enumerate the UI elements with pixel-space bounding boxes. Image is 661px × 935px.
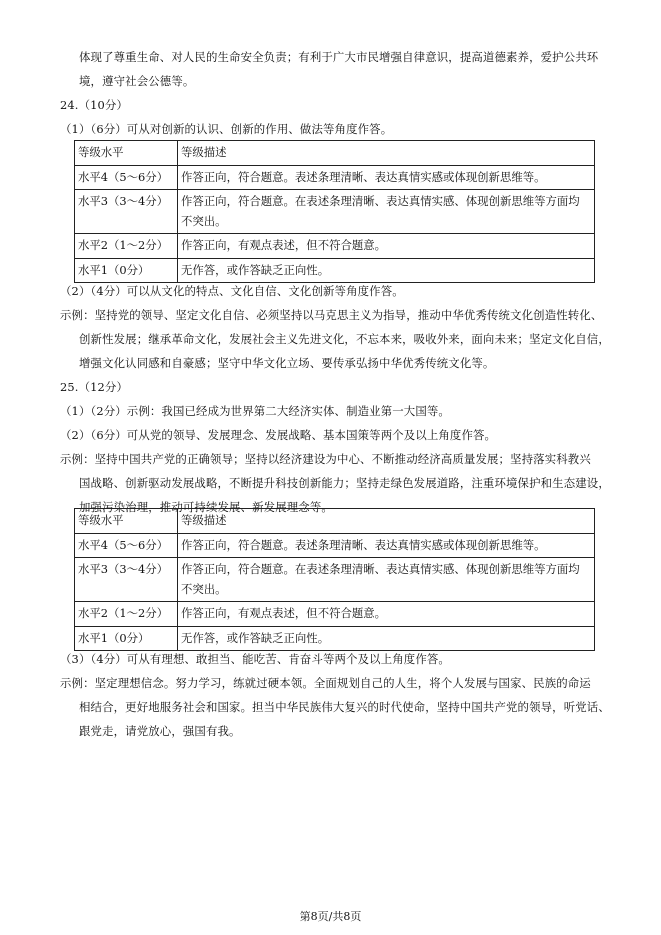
page-number-footer: 第8页/共8页 — [299, 910, 362, 923]
level-cell: 水平3（3～4分） — [75, 558, 178, 602]
table-header-level: 等级水平 — [75, 141, 178, 166]
description-cell: 作答正向，符合题意。表述条理清晰、表达真情实感或体现创新思维等。 — [178, 165, 595, 190]
description-cell: 作答正向，符合题意。在表述条理清晰、表达真情实感、体现创新思维等方面均不突出。 — [178, 190, 595, 234]
question-25-part-3: （3）（4分）可从有理想、敢担当、能吃苦、肯奋斗等两个及以上角度作答。 — [60, 652, 450, 666]
table-header-description: 等级描述 — [178, 509, 595, 534]
intro-line-1: 体现了尊重生命、对人民的生命安全负责；有利于广大市民增强自律意识，提高道德素养，爱护公共环 — [79, 50, 599, 64]
question-24-part-1: （1）（6分）可从对创新的认识、创新的作用、做法等角度作答。 — [60, 122, 393, 136]
question-25-example3-line-2: 相结合，更好地服务社会和国家。担当中华民族伟大复兴的时代使命，坚持中国共产党的领导，听党话、 — [79, 700, 610, 714]
table-header-level: 等级水平 — [75, 509, 178, 534]
level-cell: 水平2（1～2分） — [75, 234, 178, 259]
description-cell: 作答正向，有观点表述，但不符合题意。 — [178, 234, 595, 259]
question-25-example-line-2: 国战略、创新驱动发展战略，不断提升科技创新能力；坚持走绿色发展道路，注重环境保护和生态建设， — [79, 476, 610, 490]
intro-line-2: 境，遵守社会公德等。 — [79, 74, 195, 88]
question-25-example3-line-1: 示例：坚定理想信念。努力学习，练就过硬本领。全面规划自己的人生，将个人发展与国家、民族的命运 — [60, 676, 591, 690]
table-header-row — [75, 509, 595, 534]
level-cell: 水平3（3～4分） — [75, 190, 178, 234]
question-24-example-line-3: 增强文化认同感和自豪感；坚守中华文化立场、要传承弘扬中华优秀传统文化等。 — [79, 356, 495, 370]
table-row — [75, 258, 595, 283]
level-cell: 水平1（0分） — [75, 258, 178, 283]
question-25-part-1: （1）（2分）示例：我国已经成为世界第二大经济实体、制造业第一大国等。 — [60, 404, 450, 418]
description-cell: 作答正向，符合题意。在表述条理清晰、表达真情实感、体现创新思维等方面均不突出。 — [178, 558, 595, 602]
question-25-example3-line-3: 跟党走，请党放心，强国有我。 — [79, 724, 241, 738]
table-row — [75, 165, 595, 190]
table-row — [75, 190, 595, 234]
question-25-part-2: （2）（6分）可从党的领导、发展理念、发展战略、基本国策等两个及以上角度作答。 — [60, 428, 497, 442]
table-row — [75, 234, 595, 259]
question-24-example-line-1: 示例：坚持党的领导、坚定文化自信、必须坚持以马克思主义为指导，推动中华优秀传统文化创造性转化、 — [60, 308, 603, 322]
level-cell: 水平2（1～2分） — [75, 602, 178, 627]
question-25-example-line-3: 加强污染治理，推动可持续发展、新发展理念等。 — [79, 500, 333, 514]
table-row — [75, 533, 595, 558]
table-header-description: 等级描述 — [178, 141, 595, 166]
table-row — [75, 602, 595, 627]
description-cell: 作答正向，符合题意。表述条理清晰、表达真情实感或体现创新思维等。 — [178, 533, 595, 558]
question-24-example-line-2: 创新性发展；继承革命文化，发展社会主义先进文化，不忘本来，吸收外来，面向未来；坚定文化自信， — [79, 332, 610, 346]
question-25-rubric-table — [74, 508, 595, 651]
table-row — [75, 626, 595, 651]
level-cell: 水平1（0分） — [75, 626, 178, 651]
level-cell: 水平4（5～6分） — [75, 165, 178, 190]
description-cell: 无作答，或作答缺乏正向性。 — [178, 258, 595, 283]
table-row — [75, 558, 595, 602]
question-25-example-line-1: 示例：坚持中国共产党的正确领导；坚持以经济建设为中心、不断推动经济高质量发展；坚持落实科教兴 — [60, 452, 591, 466]
question-24-rubric-table — [74, 140, 595, 283]
description-cell: 作答正向，有观点表述，但不符合题意。 — [178, 602, 595, 627]
question-24-heading: 24.（10分） — [60, 98, 128, 112]
description-cell: 无作答，或作答缺乏正向性。 — [178, 626, 595, 651]
question-24-part-2: （2）（4分）可以从文化的特点、文化自信、文化创新等角度作答。 — [60, 284, 404, 298]
level-cell: 水平4（5～6分） — [75, 533, 178, 558]
question-25-heading: 25.（12分） — [60, 380, 128, 394]
table-header-row — [75, 141, 595, 166]
